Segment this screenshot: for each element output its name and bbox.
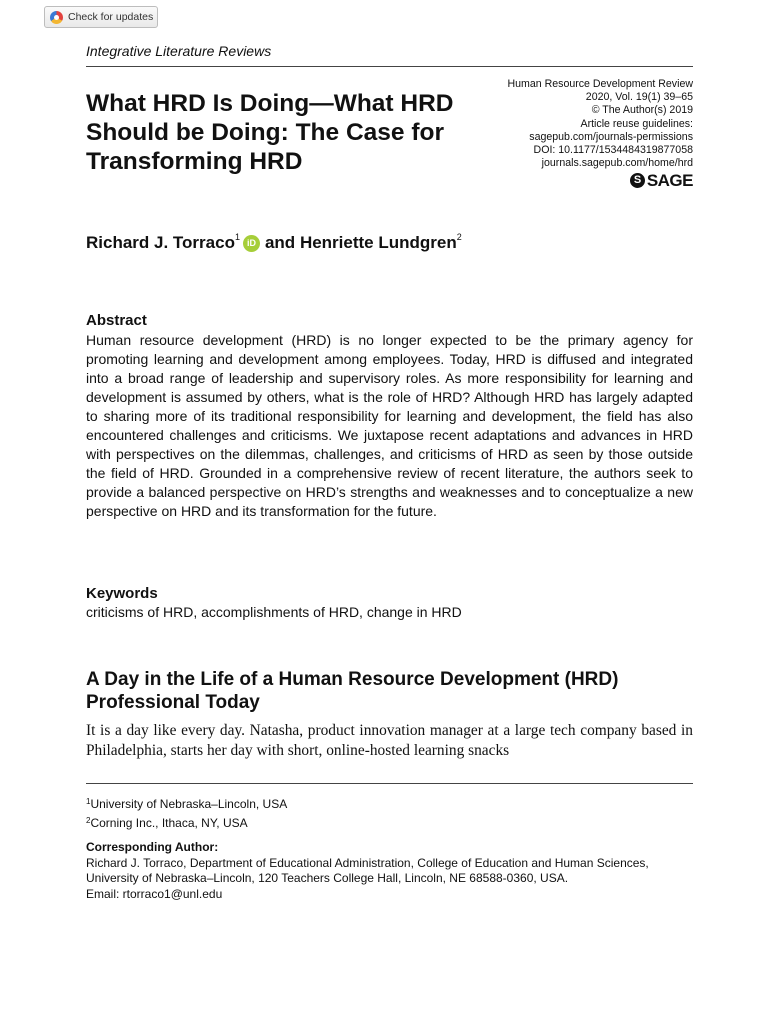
- affiliation-1-mark: 1: [86, 797, 91, 806]
- section-heading: A Day in the Life of a Human Resource Development (HRD) Professional Today: [86, 669, 619, 713]
- keywords-heading: Keywords: [86, 585, 158, 602]
- sage-logo: [630, 171, 693, 191]
- journal-info: [463, 78, 693, 191]
- check-for-updates-button[interactable]: [44, 6, 158, 28]
- reuse-guidelines: Article reuse guidelines:: [580, 117, 693, 130]
- journal-homepage-link[interactable]: journals.sagepub.com/home/hrd: [541, 157, 693, 170]
- keywords-text: criticisms of HRD, accomplishments of HRD, change in HRD: [86, 604, 462, 620]
- check-for-updates-label: Check for updates: [68, 11, 154, 23]
- author-2-affiliation-mark: 2: [456, 232, 462, 242]
- author-1-affiliation-mark: 1: [234, 232, 240, 242]
- journal-volume: 2020, Vol. 19(1) 39–65: [585, 91, 693, 104]
- author-connector: and: [264, 233, 296, 252]
- permissions-link[interactable]: sagepub.com/journals-permissions: [529, 130, 693, 143]
- affiliation-2-mark: 2: [86, 815, 91, 825]
- running-head: Integrative Literature Reviews: [86, 43, 272, 59]
- corresponding-author-email[interactable]: Email: rtorraco1@unl.edu: [86, 886, 223, 901]
- author-2: Henriette Lundgren: [299, 233, 457, 252]
- section-body-text: It is a day like every day. Natasha, product innovation manager at a large tech company based in Philadelphia, starts her day with short, online-hosted learning snacks: [86, 722, 693, 759]
- author-1: Richard J. Torraco: [86, 233, 235, 252]
- publisher-name: SAGE: [646, 171, 693, 191]
- abstract-text: Human resource development (HRD) is no longer expected to be the primary agency for promoting learning and development among employees. Today, HRD is diffused and integrated into a broad range of leadership and supervisory roles. As more responsibility for learning and development is assumed by others, what is the role of HRD? Although HRD has largely adapted to sharing more of its traditional responsibility for learning and development, the field has also encountered challenges and criticisms. We juxtapose recent adaptations and advances in HRD with perspectives on the dilemmas, challenges, and criticisms of HRD as seen by those outside the field of HRD. Grounded in a comprehensive review of recent literature, the authors seek to provide a balanced perspective on HRD’s strengths and weaknesses and to conceptualize a new perspective on HRD and its transformation for the future.: [86, 332, 693, 519]
- corresponding-author-label: Corresponding Author:: [86, 840, 219, 854]
- article-title: What HRD Is Doing—What HRD Should be Doing: The Case for Transforming HRD: [86, 90, 454, 175]
- footnote-rule: [86, 783, 693, 784]
- journal-name: Human Resource Development Review: [507, 78, 693, 90]
- copyright: © The Author(s) 2019: [591, 104, 693, 117]
- corresponding-author-line-1: Richard J. Torraco, Department of Educational Administration, College of Education and Human Sciences,: [86, 855, 649, 870]
- footnotes: [86, 794, 706, 902]
- crossmark-icon: [50, 11, 63, 24]
- affiliation-2: $^2$Corning Inc., Ithaca, NY, USA: [86, 815, 248, 830]
- author-line: [86, 233, 462, 253]
- doi[interactable]: DOI: 10.1177/1534484319877058: [533, 144, 693, 157]
- orcid-icon[interactable]: iD: [243, 235, 260, 252]
- corresponding-author-line-2: University of Nebraska–Lincoln, 120 Teachers College Hall, Lincoln, NE 68588-0360, USA.: [86, 871, 569, 885]
- abstract-heading: Abstract: [86, 312, 147, 329]
- sage-mark-icon: S: [630, 173, 645, 188]
- header-rule: [86, 66, 693, 67]
- affiliation-1: $^1$University of Nebraska–Lincoln, USA: [86, 797, 288, 811]
